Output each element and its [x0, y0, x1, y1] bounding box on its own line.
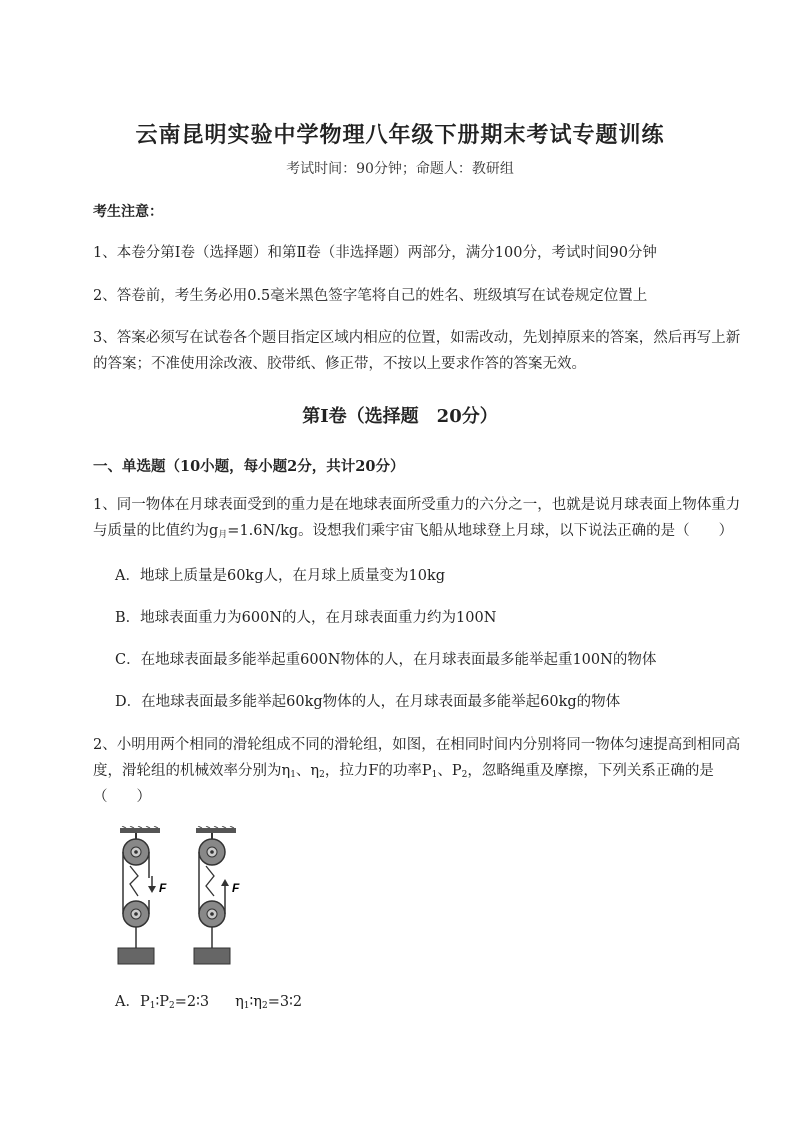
- section-sub-heading: 一、单选题（10小题，每小题2分，共计20分）: [93, 458, 405, 475]
- left-force-label: F: [159, 881, 167, 895]
- q2-a-p-val: =2∶3: [174, 994, 210, 1010]
- left-weight: [118, 948, 154, 964]
- q1-line-2-post: =1.6N/kg。设想我们乘宇宙飞船从地球登上月球，以下说法正确的是（ ）: [227, 523, 734, 539]
- notice-item-3-line-2: 的答案；不准使用涂改液、胶带纸、修正带，不按以上要求作答的答案无效。: [93, 356, 586, 372]
- exam-subtitle: 考试时间：90分钟；命题人：教研组: [286, 161, 514, 177]
- q2-sub-p1: 1: [431, 770, 438, 780]
- q2-sub-eta1: 1: [290, 770, 296, 780]
- right-force-arrow: [221, 879, 229, 886]
- right-ceiling: [196, 828, 236, 833]
- q2-a-p-mid: ∶P: [155, 994, 169, 1010]
- right-pulley-system: [194, 826, 240, 964]
- q2-text-a: 度，滑轮组的机械效率分别为η: [93, 763, 291, 779]
- q1-line-1: 1、同一物体在月球表面受到的重力是在地球表面所受重力的六分之一，也就是说月球表面上物体重力: [93, 497, 741, 513]
- q1-line-2: [93, 519, 733, 548]
- q2-text-c: ，拉力F的功率P: [324, 763, 432, 779]
- exam-title: 云南昆明实验中学物理八年级下册期末考试专题训练: [135, 122, 665, 148]
- q1-line-2-pre: 与质量的比值约为g: [93, 523, 219, 539]
- q2-line-1: 2、小明用两个相同的滑轮组成不同的滑轮组，如图，在相同时间内分别将同一物体匀速提高到相同高: [93, 737, 741, 753]
- q2-a-p-sub1: 1: [149, 1001, 156, 1011]
- left-force-arrow: [148, 886, 156, 893]
- q2-a-eta-pre: η: [235, 994, 244, 1010]
- section-title: 第Ⅰ卷（选择题 20分）: [302, 406, 498, 427]
- left-ceiling: [120, 828, 160, 833]
- q1-option-b[interactable]: B．地球表面重力为600N的人，在月球表面重力约为100N: [115, 610, 497, 626]
- q2-a-eta-val: =3∶2: [267, 994, 303, 1010]
- right-force-label: F: [232, 881, 240, 895]
- q2-a-eta-sub1: 1: [243, 1001, 250, 1011]
- q1-option-c[interactable]: C．在地球表面最多能举起重600N物体的人，在月球表面最多能举起重100N的物体: [115, 652, 657, 668]
- q2-sub-p2: 2: [461, 770, 468, 780]
- q2-a-p-pre: A．P: [115, 994, 150, 1010]
- q2-option-a[interactable]: [115, 990, 302, 1019]
- q2-text-b: 、η: [295, 763, 320, 779]
- q2-a-eta-sub2: 2: [262, 1001, 268, 1011]
- q1-option-a[interactable]: A．地球上质量是60kg人，在月球上质量变为10kg: [115, 568, 446, 584]
- notice-item-1: 1、本卷分第Ⅰ卷（选择题）和第Ⅱ卷（非选择题）两部分，满分100分，考试时间90分钟: [93, 245, 657, 261]
- q2-text-e: ，忽略绳重及摩擦，下列关系正确的是: [467, 763, 714, 779]
- q2-line-2: [93, 759, 714, 788]
- q2-text-d: 、P: [437, 763, 462, 779]
- q2-a-eta-mid: ∶η: [249, 994, 262, 1010]
- notice-heading: 考生注意：: [93, 204, 163, 220]
- q2-sub-eta2: 2: [319, 770, 325, 780]
- notice-item-2: 2、答卷前，考生务必用0.5毫米黑色签字笔将自己的姓名、班级填写在试卷规定位置上: [93, 288, 648, 304]
- q1-option-d[interactable]: D．在地球表面最多能举起60kg物体的人，在月球表面最多能举起60kg的物体: [115, 694, 621, 710]
- q2-a-p-sub2: 2: [169, 1001, 175, 1011]
- notice-item-3-line-1: 3、答案必须写在试卷各个题目指定区域内相应的位置，如需改动，先划掉原来的答案，然后再写上新: [93, 330, 741, 346]
- right-weight: [194, 948, 230, 964]
- q2-line-3: （ ）: [93, 789, 151, 805]
- q1-g-subscript: 月: [218, 530, 228, 540]
- left-pulley-system: [118, 826, 167, 964]
- pulley-figure: [108, 826, 288, 976]
